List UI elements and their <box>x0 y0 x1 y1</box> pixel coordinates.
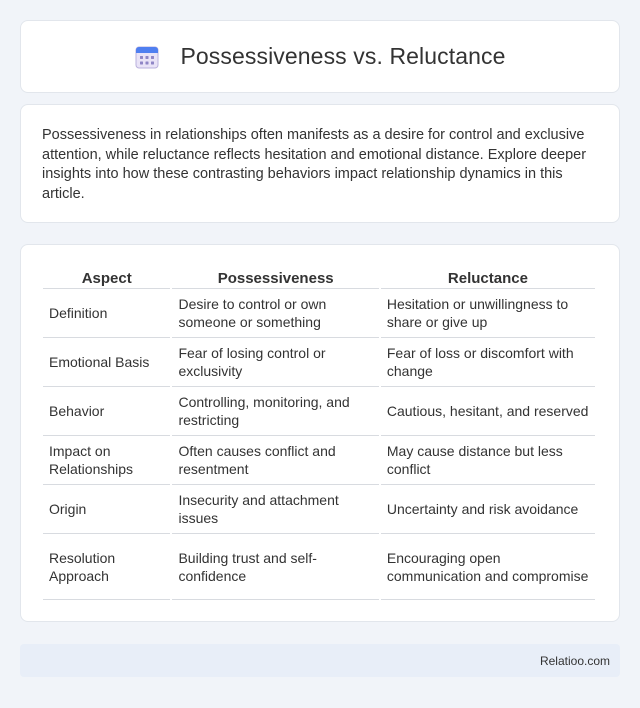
footer-brand: Relatioo.com <box>539 653 610 668</box>
cell-possessiveness: Often causes conflict and resentment <box>172 436 378 485</box>
footer <box>20 644 620 677</box>
cell-reluctance: Uncertainty and risk avoidance <box>381 485 595 534</box>
cell-possessiveness: Building trust and self-confidence <box>172 534 378 600</box>
cell-possessiveness: Desire to control or own someone or something <box>172 289 378 338</box>
cell-aspect: Resolution Approach <box>43 534 170 600</box>
cell-possessiveness: Fear of losing control or exclusivity <box>172 338 378 387</box>
header-card <box>20 20 620 93</box>
table-row <box>43 387 595 436</box>
cell-aspect: Emotional Basis <box>43 338 170 387</box>
cell-reluctance: Hesitation or unwillingness to share or give up <box>381 289 595 338</box>
page-title: Possessiveness vs. Reluctance <box>180 43 506 69</box>
comparison-table <box>41 267 597 600</box>
cell-reluctance: May cause distance but less conflict <box>381 436 595 485</box>
cell-possessiveness: Controlling, monitoring, and restricting <box>172 387 378 436</box>
cell-possessiveness: Insecurity and attachment issues <box>172 485 378 534</box>
table-header-row <box>43 267 595 289</box>
table-row <box>43 436 595 485</box>
column-header-possessiveness: Possessiveness <box>172 267 378 289</box>
table-row <box>43 338 595 387</box>
cell-aspect: Definition <box>43 289 170 338</box>
column-header-aspect: Aspect <box>43 267 170 289</box>
comparison-table-card <box>20 244 620 622</box>
cell-aspect: Behavior <box>43 387 170 436</box>
calendar-icon <box>134 44 160 70</box>
table-row <box>43 485 595 534</box>
cell-reluctance: Fear of loss or discomfort with change <box>381 338 595 387</box>
intro-card <box>20 104 620 223</box>
table-row <box>43 289 595 338</box>
cell-reluctance: Cautious, hesitant, and reserved <box>381 387 595 436</box>
table-row <box>43 534 595 600</box>
cell-aspect: Origin <box>43 485 170 534</box>
intro-text: Possessiveness in relationships often manifests as a desire for control and exclusive attention, while reluctance reflects hesitation and emotional distance. Explore deeper insights into how these contrasting behaviors impact relationship dynamics in this article. <box>42 127 587 202</box>
cell-reluctance: Encouraging open communication and compromise <box>381 534 595 600</box>
column-header-reluctance: Reluctance <box>381 267 595 289</box>
cell-aspect: Impact on Relationships <box>43 436 170 485</box>
